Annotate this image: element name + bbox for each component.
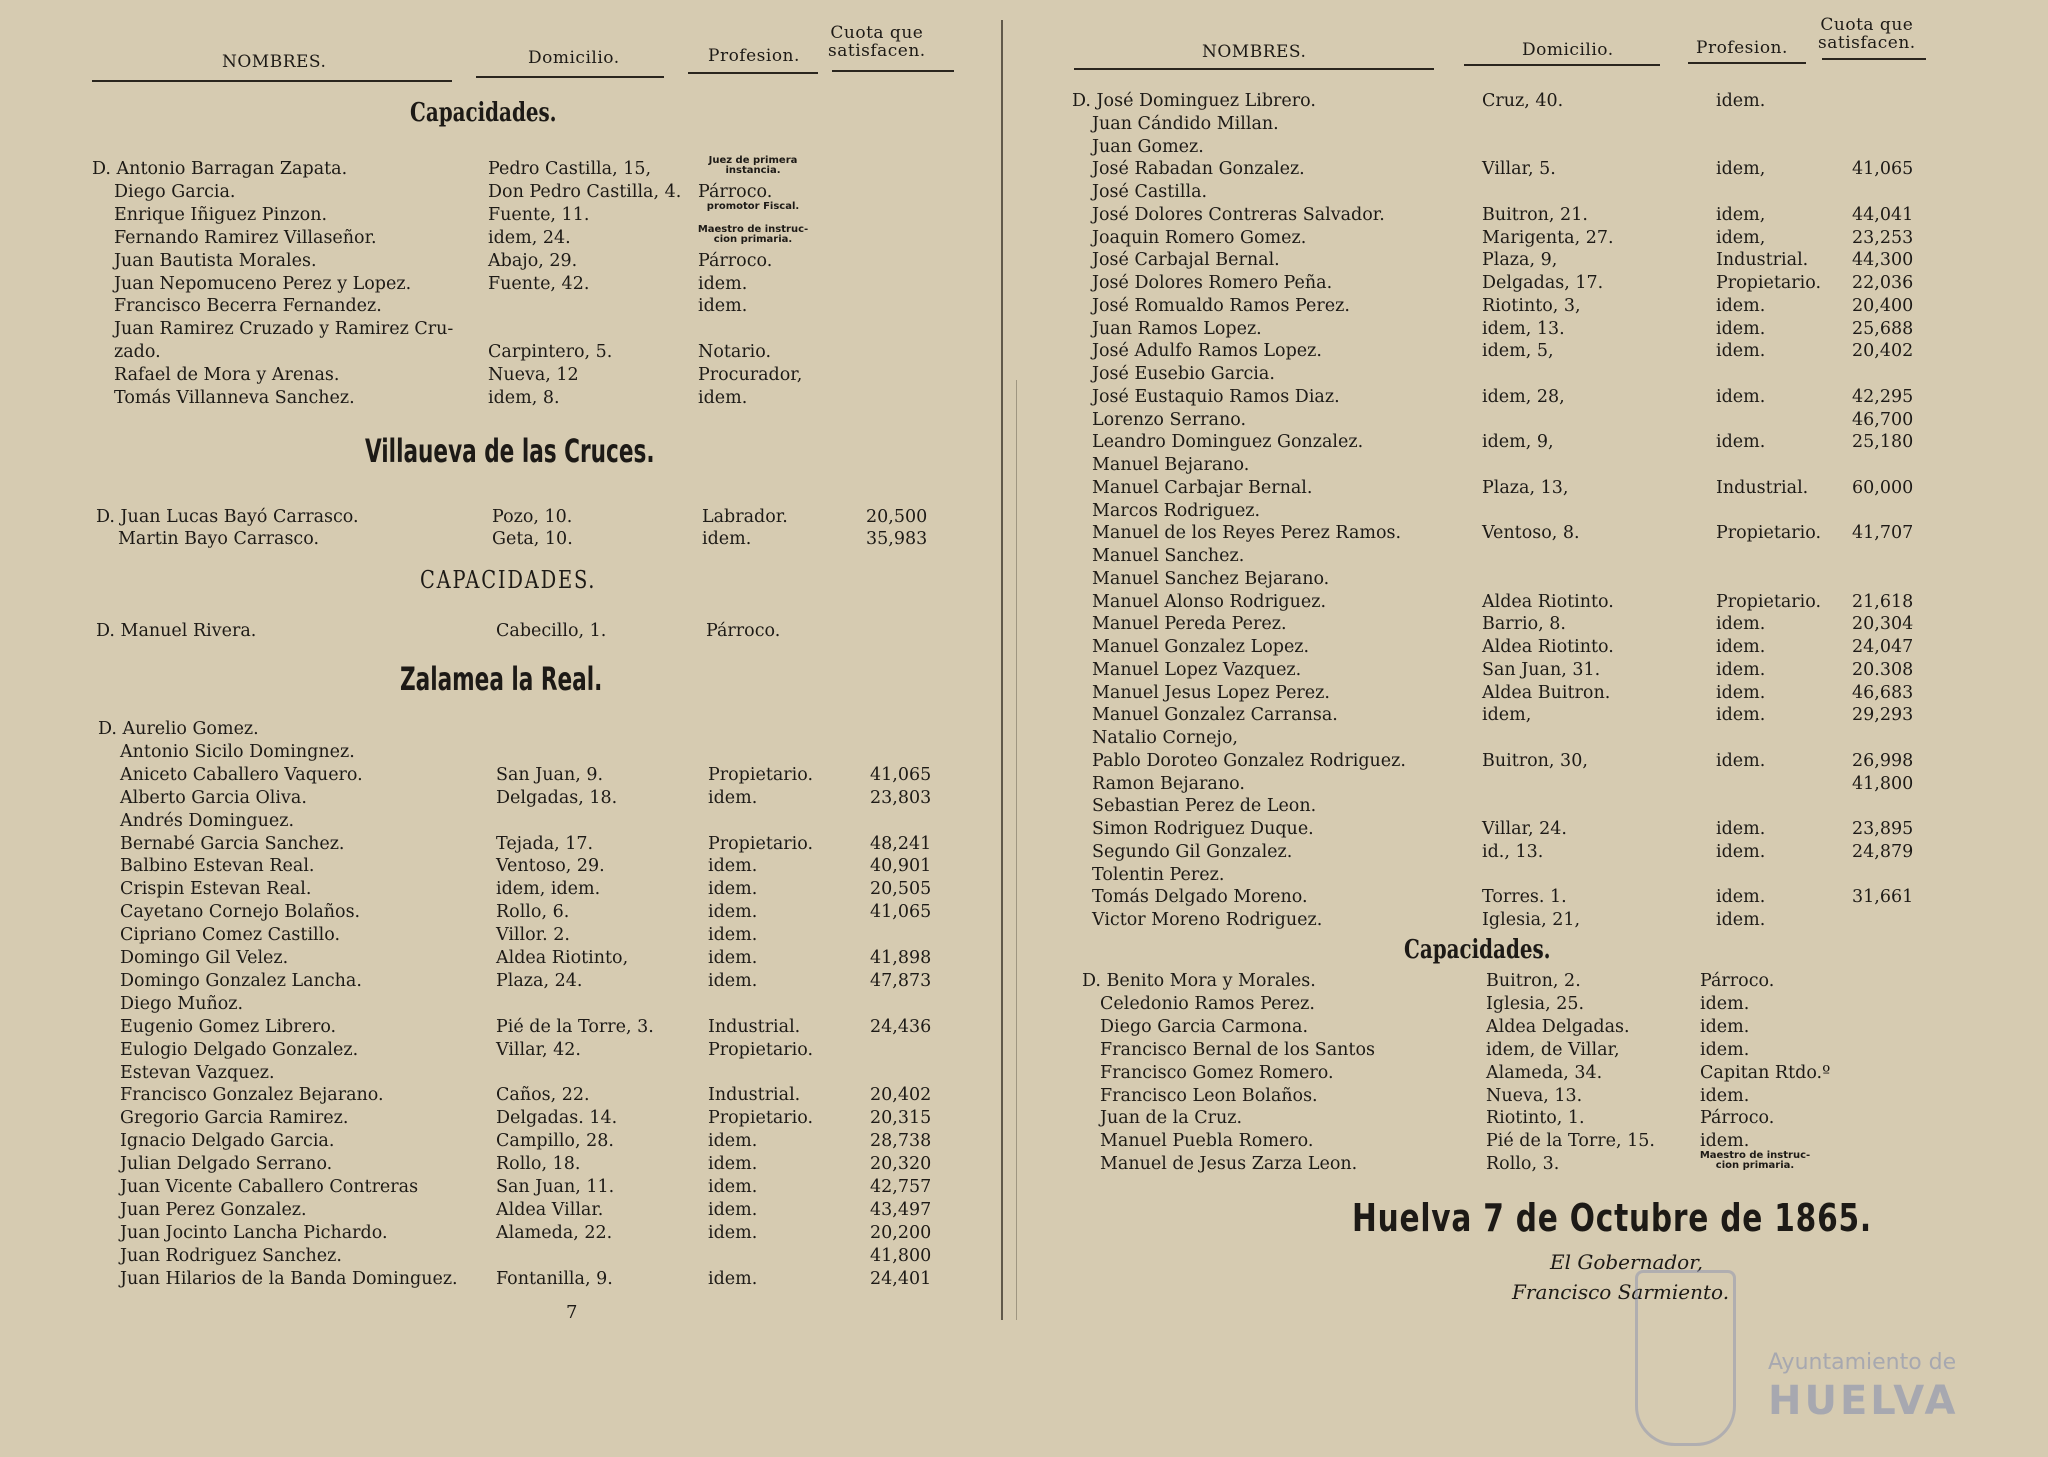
domicilio-cell: Villar, 5. — [1482, 159, 1556, 180]
name-cell: Juan Jocinto Lancha Pichardo. — [120, 1222, 388, 1243]
domicilio-cell: idem, 9, — [1482, 432, 1554, 453]
domicilio-cell: Alameda, 34. — [1486, 1062, 1603, 1083]
name-cell: Natalio Cornejo, — [1092, 728, 1238, 748]
name-cell: Tomás Villanneva Sanchez. — [114, 388, 355, 408]
name-cell: Manuel Jesus Lopez Perez. — [1092, 682, 1330, 703]
name-cell: Alberto Garcia Oliva. — [120, 787, 307, 808]
cuota-cell: 20,505 — [870, 879, 932, 900]
domicilio-cell: Torres. 1. — [1482, 887, 1567, 908]
name-cell: Diego Garcia. — [114, 181, 236, 202]
profesion-cell: idem. — [708, 902, 758, 923]
cuota-cell: 20,315 — [870, 1108, 932, 1129]
header-rule — [1688, 62, 1806, 64]
domicilio-cell: idem, idem. — [496, 879, 601, 900]
profesion-cell: idem. — [708, 1222, 758, 1243]
watermark-shield-icon — [1635, 1270, 1736, 1446]
cuota-cell: 41,800 — [870, 1245, 932, 1266]
name-cell: Juan Rodriguez Sanchez. — [120, 1245, 342, 1266]
name-cell: Manuel Gonzalez Lopez. — [1092, 637, 1310, 657]
profesion-cell: idem. — [1716, 659, 1766, 680]
name-cell: José Dolores Romero Peña. — [1092, 273, 1333, 293]
profesion-cell: idem. — [708, 1268, 758, 1289]
profesion-cell: promotor Fiscal. — [706, 200, 800, 212]
profesion-cell: Labrador. — [702, 507, 788, 527]
name-cell: Simon Rodriguez Duque. — [1092, 819, 1314, 839]
profesion-cell: idem. — [1716, 910, 1766, 930]
name-cell: Francisco Gonzalez Bejarano. — [120, 1085, 384, 1106]
profesion-cell: idem. — [702, 529, 752, 549]
name-cell: D. Antonio Barragan Zapata. — [92, 159, 348, 179]
profesion-cell: Párroco. — [1700, 971, 1775, 991]
name-cell: Manuel de los Reyes Perez Ramos. — [1092, 523, 1402, 544]
profesion-cell: idem. — [708, 1154, 758, 1175]
name-cell: Manuel Gonzalez Carransa. — [1092, 705, 1338, 726]
domicilio-cell: Delgadas, 17. — [1482, 273, 1604, 293]
profesion-cell: Maestro de instruc- cion primaria. — [697, 223, 809, 245]
cuota-cell: 24,047 — [1852, 637, 1914, 657]
name-cell: José Carbajal Bernal. — [1092, 250, 1280, 271]
domicilio-cell: Villar, 42. — [496, 1039, 581, 1060]
name-cell: Manuel Sanchez Bejarano. — [1092, 568, 1330, 589]
header-nombres: NOMBRES. — [222, 52, 327, 72]
domicilio-cell: Riotinto, 1. — [1486, 1108, 1585, 1129]
name-cell: José Adulfo Ramos Lopez. — [1092, 341, 1322, 362]
domicilio-cell: Fuente, 42. — [488, 273, 590, 294]
name-cell: Lorenzo Serrano. — [1092, 409, 1247, 430]
domicilio-cell: Fuente, 11. — [488, 204, 590, 225]
profesion-cell: idem. — [708, 787, 758, 808]
watermark-line1: Ayuntamiento de — [1768, 1350, 1957, 1375]
name-cell: D. Aurelio Gomez. — [98, 719, 259, 739]
section-title-capacidades-2: CAPACIDADES. — [420, 566, 597, 594]
profesion-cell: idem. — [1700, 993, 1750, 1014]
name-cell: Enrique Iñiguez Pinzon. — [114, 204, 328, 225]
name-cell: Tomás Delgado Moreno. — [1092, 887, 1308, 908]
cuota-cell: 20,402 — [1852, 341, 1914, 362]
watermark-line2: HUELVA — [1768, 1378, 1959, 1424]
cuota-cell: 41,707 — [1852, 523, 1914, 544]
domicilio-cell: Pedro Castilla, 15, — [488, 159, 652, 179]
profesion-cell: idem. — [708, 1131, 758, 1152]
domicilio-cell: Rollo, 18. — [496, 1154, 581, 1175]
name-cell: José Eusebio Garcia. — [1092, 364, 1275, 384]
cuota-cell: 46,683 — [1852, 682, 1914, 703]
name-cell: Manuel Pereda Perez. — [1092, 614, 1287, 635]
cuota-cell: 23,803 — [870, 787, 932, 808]
name-cell: Rafael de Mora y Arenas. — [114, 365, 340, 386]
cuota-cell: 20,304 — [1852, 614, 1914, 635]
domicilio-cell: Ventoso, 8. — [1482, 523, 1580, 544]
profesion-cell: Propietario. — [1716, 591, 1822, 612]
domicilio-cell: Buitron, 21. — [1482, 204, 1588, 225]
domicilio-cell: Fontanilla, 9. — [496, 1268, 613, 1289]
name-cell: Juan de la Cruz. — [1100, 1108, 1243, 1129]
domicilio-cell: Cabecillo, 1. — [496, 621, 607, 641]
name-cell: Manuel de Jesus Zarza Leon. — [1100, 1154, 1358, 1175]
cuota-cell: 43,497 — [870, 1199, 932, 1220]
name-cell: José Rabadan Gonzalez. — [1092, 159, 1305, 180]
profesion-cell: Procurador, — [698, 365, 803, 386]
signature-name: Francisco Sarmiento. — [1512, 1280, 1730, 1304]
section-title-capacidades-right: Capacidades. — [1404, 935, 1551, 965]
domicilio-cell: Buitron, 30, — [1482, 750, 1588, 771]
profesion-cell: idem. — [708, 948, 758, 968]
cuota-cell: 23,253 — [1852, 227, 1914, 248]
domicilio-cell: id., 13. — [1482, 841, 1544, 862]
name-cell: Tolentin Perez. — [1092, 864, 1225, 885]
name-cell: Marcos Rodriguez. — [1092, 500, 1261, 521]
name-cell: Ignacio Delgado Garcia. — [120, 1131, 335, 1152]
domicilio-cell: Delgadas, 18. — [496, 787, 618, 808]
name-cell: Juan Hilarios de la Banda Dominguez. — [120, 1268, 458, 1289]
domicilio-cell: idem, 24. — [488, 227, 571, 248]
name-cell: Sebastian Perez de Leon. — [1092, 796, 1317, 817]
name-cell: Juan Cándido Millan. — [1092, 113, 1279, 134]
cuota-cell: 35,983 — [866, 529, 928, 549]
name-cell: Leandro Dominguez Gonzalez. — [1092, 432, 1364, 453]
name-cell: Victor Moreno Rodriguez. — [1092, 910, 1323, 930]
name-cell: Francisco Bernal de los Santos — [1100, 1039, 1375, 1060]
cuota-cell: 20,402 — [870, 1085, 932, 1106]
profesion-cell: Capitan Rtdo.º — [1700, 1062, 1831, 1083]
name-cell: Pablo Doroteo Gonzalez Rodriguez. — [1092, 750, 1406, 771]
cuota-cell: 41,800 — [1852, 773, 1914, 794]
name-cell: Balbino Estevan Real. — [120, 856, 315, 877]
cuota-cell: 40,901 — [870, 856, 932, 877]
name-cell: Manuel Carbajar Bernal. — [1092, 477, 1313, 498]
header-profesion: Profesion. — [1696, 38, 1788, 58]
domicilio-cell: Geta, 10. — [492, 529, 573, 549]
name-cell: D. José Dominguez Librero. — [1072, 91, 1316, 111]
profesion-cell: idem. — [1716, 705, 1766, 726]
cuota-cell: 48,241 — [870, 833, 932, 854]
domicilio-cell: Rollo, 6. — [496, 902, 570, 923]
name-cell: José Romualdo Ramos Perez. — [1092, 295, 1350, 316]
header-cuota: Cuota que satisfacen. — [828, 23, 926, 61]
section-title-zalamea: Zalamea la Real. — [400, 660, 603, 698]
section-title-capacidades: Capacidades. — [410, 98, 557, 128]
profesion-cell: Propietario. — [708, 1039, 814, 1060]
name-cell: Manuel Puebla Romero. — [1100, 1131, 1314, 1152]
header-rule — [1464, 64, 1660, 66]
header-nombres: NOMBRES. — [1202, 42, 1307, 62]
profesion-cell: idem. — [1716, 887, 1766, 908]
profesion-cell: idem. — [708, 856, 758, 877]
cuota-cell: 31,661 — [1852, 887, 1914, 908]
profesion-cell: Propietario. — [1716, 273, 1822, 293]
cuota-cell: 24,401 — [870, 1268, 932, 1289]
header-domicilio: Domicilio. — [1522, 40, 1614, 60]
cuota-cell: 20,400 — [1852, 295, 1914, 316]
domicilio-cell: Tejada, 17. — [496, 833, 594, 854]
profesion-cell: Juez de primera instancia. — [708, 155, 798, 176]
name-cell: Gregorio Garcia Ramirez. — [120, 1108, 349, 1129]
page-fold — [1001, 20, 1003, 1320]
domicilio-cell: idem, 5, — [1482, 341, 1554, 362]
profesion-cell: idem. — [708, 970, 758, 991]
domicilio-cell: Barrio, 8. — [1482, 614, 1566, 635]
profesion-cell: Industrial. — [708, 1085, 801, 1106]
name-cell: Diego Muñoz. — [120, 993, 244, 1014]
name-cell: Diego Garcia Carmona. — [1100, 1016, 1309, 1037]
name-cell: Julian Delgado Serrano. — [120, 1154, 333, 1175]
name-cell: Manuel Bejarano. — [1092, 455, 1250, 475]
domicilio-cell: idem, — [1482, 705, 1532, 726]
domicilio-cell: Aldea Riotinto. — [1482, 637, 1614, 657]
cuota-cell: 41,065 — [1852, 159, 1914, 180]
header-profesion: Profesion. — [708, 46, 800, 66]
cuota-cell: 41,065 — [870, 902, 932, 923]
profesion-cell: idem. — [1700, 1039, 1750, 1060]
cuota-cell: 20,500 — [866, 507, 928, 527]
domicilio-cell: Aldea Riotinto, — [496, 948, 629, 968]
header-domicilio: Domicilio. — [528, 48, 620, 68]
name-cell: Celedonio Ramos Perez. — [1100, 993, 1315, 1014]
name-cell: Andrés Dominguez. — [120, 810, 295, 831]
domicilio-cell: Buitron, 2. — [1486, 971, 1581, 991]
domicilio-cell: Riotinto, 3, — [1482, 295, 1581, 316]
domicilio-cell: Cruz, 40. — [1482, 91, 1564, 111]
name-cell: José Castilla. — [1092, 182, 1208, 202]
profesion-cell: idem. — [1716, 841, 1766, 862]
profesion-cell: idem. — [1700, 1016, 1750, 1037]
page-fold-shadow — [1016, 380, 1017, 1320]
profesion-cell: Industrial. — [1716, 250, 1809, 271]
profesion-cell: Párroco. — [1700, 1108, 1775, 1129]
profesion-cell: idem. — [708, 879, 758, 900]
name-cell: Joaquin Romero Gomez. — [1092, 227, 1307, 248]
domicilio-cell: San Juan, 11. — [496, 1177, 615, 1197]
domicilio-cell: idem, 28, — [1482, 386, 1565, 407]
name-cell: José Dolores Contreras Salvador. — [1092, 204, 1385, 225]
domicilio-cell: Plaza, 13, — [1482, 477, 1569, 498]
cuota-cell: 46,700 — [1852, 409, 1914, 430]
profesion-cell: Propietario. — [708, 833, 814, 854]
cuota-cell: 44,300 — [1852, 250, 1914, 271]
domicilio-cell: Nueva, 13. — [1486, 1085, 1583, 1106]
name-cell: Juan Ramos Lopez. — [1092, 318, 1262, 339]
profesion-cell: idem. — [1716, 614, 1766, 635]
name-cell: zado. — [114, 342, 161, 363]
name-cell: Francisco Gomez Romero. — [1100, 1062, 1334, 1083]
cuota-cell: 20.308 — [1852, 659, 1914, 680]
profesion-cell: idem. — [708, 1199, 758, 1220]
domicilio-cell: Ventoso, 29. — [496, 856, 605, 877]
cuota-cell: 25,688 — [1852, 318, 1914, 339]
domicilio-cell: Iglesia, 21, — [1482, 910, 1581, 930]
profesion-cell: idem. — [1700, 1131, 1750, 1152]
domicilio-cell: Pozo, 10. — [492, 507, 573, 527]
domicilio-cell: Abajo, 29. — [488, 250, 578, 271]
cuota-cell: 41,898 — [870, 948, 932, 968]
profesion-cell: idem. — [1716, 819, 1766, 839]
name-cell: Manuel Alonso Rodriguez. — [1092, 591, 1327, 612]
profesion-cell: idem. — [1716, 295, 1766, 316]
cuota-cell: 44,041 — [1852, 204, 1914, 225]
cuota-cell: 23,895 — [1852, 819, 1914, 839]
domicilio-cell: San Juan, 9. — [496, 764, 604, 785]
name-cell: Manuel Lopez Vazquez. — [1092, 659, 1302, 680]
profesion-cell: idem. — [708, 1177, 758, 1197]
name-cell: Domingo Gil Velez. — [120, 948, 289, 968]
profesion-cell: idem. — [1716, 341, 1766, 362]
name-cell: Juan Perez Gonzalez. — [120, 1199, 307, 1220]
domicilio-cell: Villor. 2. — [496, 925, 570, 946]
cuota-cell: 41,065 — [870, 764, 932, 785]
cuota-cell: 47,873 — [870, 970, 932, 991]
domicilio-cell: Campillo, 28. — [496, 1131, 614, 1152]
name-cell: Francisco Becerra Fernandez. — [114, 296, 382, 317]
name-cell: D. Manuel Rivera. — [96, 621, 257, 641]
name-cell: Aniceto Caballero Vaquero. — [120, 764, 363, 785]
profesion-cell: idem. — [1716, 386, 1766, 407]
name-cell: Juan Ramirez Cruzado y Ramirez Cru- — [114, 319, 454, 340]
profesion-cell: idem, — [1716, 204, 1766, 225]
name-cell: Manuel Sanchez. — [1092, 546, 1245, 566]
cuota-cell: 26,998 — [1852, 750, 1914, 771]
domicilio-cell: Don Pedro Castilla, 4. — [488, 181, 682, 202]
name-cell: Estevan Vazquez. — [120, 1062, 275, 1083]
cuota-cell: 22,036 — [1852, 273, 1914, 293]
header-rule — [476, 76, 664, 78]
header-rule — [92, 80, 452, 82]
profesion-cell: idem. — [1716, 637, 1766, 657]
name-cell: D. Benito Mora y Morales. — [1082, 971, 1316, 991]
name-cell: Eulogio Delgado Gonzalez. — [120, 1039, 359, 1060]
name-cell: Fernando Ramirez Villaseñor. — [114, 227, 377, 248]
header-rule — [1822, 58, 1926, 60]
header-rule — [1074, 68, 1434, 70]
profesion-cell: Propietario. — [708, 764, 814, 785]
domicilio-cell: Aldea Riotinto. — [1482, 591, 1614, 612]
profesion-cell: idem, — [1716, 227, 1766, 248]
name-cell: Segundo Gil Gonzalez. — [1092, 841, 1293, 862]
name-cell: Ramon Bejarano. — [1092, 773, 1245, 794]
profesion-cell: idem. — [1716, 750, 1766, 771]
profesion-cell: Industrial. — [708, 1016, 801, 1037]
signature-title: El Gobernador, — [1550, 1250, 1703, 1274]
profesion-cell: idem. — [698, 273, 748, 294]
domicilio-cell: San Juan, 31. — [1482, 659, 1601, 680]
profesion-cell: idem. — [708, 925, 758, 946]
cuota-cell: 42,757 — [870, 1177, 932, 1197]
name-cell: D. Juan Lucas Bayó Carrasco. — [96, 507, 359, 527]
name-cell: Cayetano Cornejo Bolaños. — [120, 902, 361, 923]
profesion-cell: idem. — [1716, 432, 1766, 453]
name-cell: Bernabé Garcia Sanchez. — [120, 833, 345, 854]
domicilio-cell: idem, 13. — [1482, 318, 1565, 339]
domicilio-cell: Plaza, 9, — [1482, 250, 1558, 271]
section-title-villanueva: Villaueva de las Cruces. — [365, 432, 655, 470]
profesion-cell: Párroco. — [706, 621, 781, 641]
domicilio-cell: Iglesia, 25. — [1486, 993, 1585, 1014]
domicilio-cell: Marigenta, 27. — [1482, 227, 1614, 248]
profesion-cell: idem. — [1716, 91, 1766, 111]
profesion-cell: idem. — [1700, 1085, 1750, 1106]
domicilio-cell: Pié de la Torre, 3. — [496, 1016, 654, 1037]
domicilio-cell: Pié de la Torre, 15. — [1486, 1131, 1655, 1152]
cuota-cell: 28,738 — [870, 1131, 932, 1152]
domicilio-cell: Carpintero, 5. — [488, 342, 613, 363]
name-cell: Francisco Leon Bolaños. — [1100, 1085, 1318, 1106]
cuota-cell: 42,295 — [1852, 386, 1914, 407]
profesion-cell: idem. — [1716, 682, 1766, 703]
domicilio-cell: idem, 8. — [488, 388, 560, 408]
cuota-cell: 25,180 — [1852, 432, 1914, 453]
name-cell: Martin Bayo Carrasco. — [118, 529, 320, 549]
header-cuota: Cuota que satisfacen. — [1818, 15, 1916, 53]
header-rule — [832, 70, 954, 72]
name-cell: Domingo Gonzalez Lancha. — [120, 970, 362, 991]
domicilio-cell: Aldea Villar. — [496, 1199, 604, 1220]
domicilio-cell: Plaza, 24. — [496, 970, 583, 991]
profesion-cell: Párroco. — [698, 181, 773, 202]
domicilio-cell: Aldea Delgadas. — [1486, 1016, 1630, 1037]
name-cell: Juan Gomez. — [1092, 136, 1204, 157]
profesion-cell: Notario. — [698, 342, 772, 363]
domicilio-cell: Alameda, 22. — [496, 1222, 613, 1243]
profesion-cell: Propietario. — [708, 1108, 814, 1129]
name-cell: Antonio Sicilo Domingnez. — [120, 741, 355, 762]
domicilio-cell: Rollo, 3. — [1486, 1154, 1560, 1175]
name-cell: José Eustaquio Ramos Diaz. — [1092, 386, 1340, 407]
domicilio-cell: Nueva, 12 — [488, 365, 579, 386]
cuota-cell: 29,293 — [1852, 705, 1914, 726]
profesion-cell: Industrial. — [1716, 477, 1809, 498]
cuota-cell: 20,200 — [870, 1222, 932, 1243]
domicilio-cell: Villar, 24. — [1482, 819, 1567, 839]
cuota-cell: 60,000 — [1852, 477, 1914, 498]
profesion-cell: Maestro de instruc- cion primaria. — [1699, 1150, 1811, 1172]
header-rule — [688, 72, 818, 74]
cuota-cell: 24,879 — [1852, 841, 1914, 862]
cuota-cell: 21,618 — [1852, 591, 1914, 612]
name-cell: Juan Nepomuceno Perez y Lopez. — [114, 273, 412, 294]
profesion-cell: idem. — [1716, 318, 1766, 339]
profesion-cell: Párroco. — [698, 250, 773, 271]
name-cell: Eugenio Gomez Librero. — [120, 1016, 337, 1037]
profesion-cell: idem, — [1716, 159, 1766, 180]
profesion-cell: idem. — [698, 296, 748, 317]
domicilio-cell: Delgadas. 14. — [496, 1108, 618, 1129]
domicilio-cell: Caños, 22. — [496, 1085, 590, 1106]
page-number: 7 — [566, 1302, 578, 1323]
cuota-cell: 20,320 — [870, 1154, 932, 1175]
name-cell: Juan Bautista Morales. — [114, 250, 317, 271]
name-cell: Crispin Estevan Real. — [120, 879, 312, 900]
profesion-cell: idem. — [698, 388, 748, 408]
cuota-cell: 24,436 — [870, 1016, 932, 1037]
name-cell: Juan Vicente Caballero Contreras — [120, 1177, 419, 1197]
place-date-line: Huelva 7 de Octubre de 1865. — [1352, 1196, 1872, 1240]
domicilio-cell: Aldea Buitron. — [1482, 682, 1611, 703]
domicilio-cell: idem, de Villar, — [1486, 1039, 1620, 1060]
profesion-cell: Propietario. — [1716, 523, 1822, 544]
name-cell: Cipriano Comez Castillo. — [120, 925, 341, 946]
